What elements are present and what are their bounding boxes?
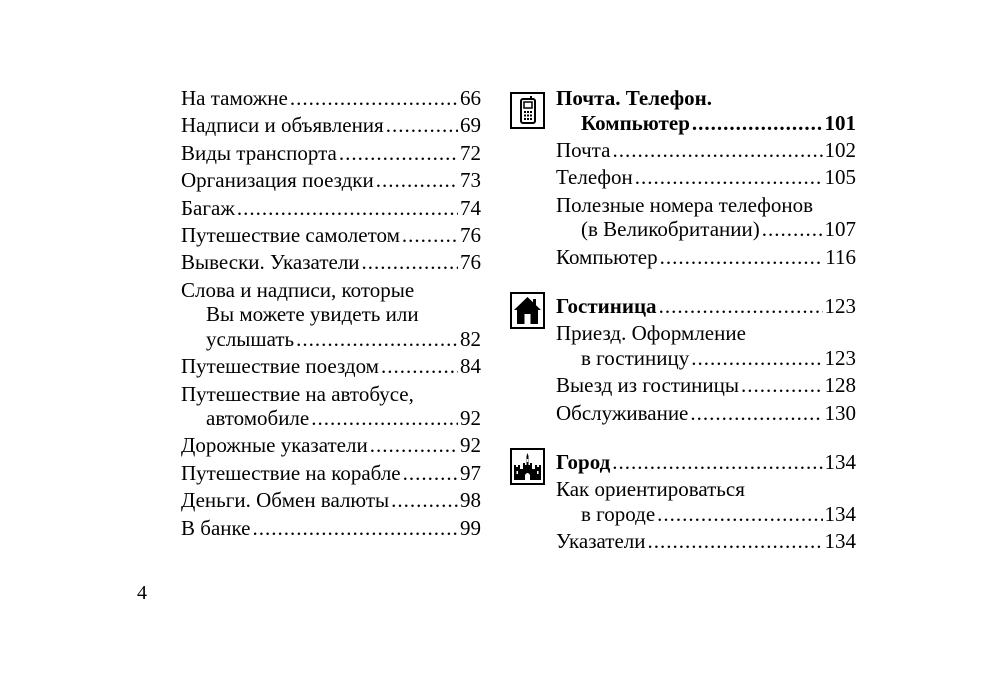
- toc-entry-page: 116: [825, 244, 856, 269]
- leader-dots: [376, 168, 458, 193]
- toc-entry[interactable]: [181, 461, 481, 486]
- toc-entry-title: Путешествие на корабле: [181, 460, 401, 485]
- page-number: 4: [137, 582, 147, 604]
- toc-entry-title: Виды транспорта: [181, 140, 337, 165]
- section-gap: [510, 428, 856, 450]
- leader-dots: [403, 461, 458, 486]
- toc-entry[interactable]: [556, 245, 856, 270]
- toc-entry-page: 76: [460, 222, 481, 247]
- toc-entry-page: 134: [824, 501, 856, 526]
- toc-entry-title: Телефон: [556, 165, 633, 190]
- section-page: 123: [824, 293, 856, 318]
- toc-entry-title: Организация поездки: [181, 168, 374, 193]
- section-gap: [510, 272, 856, 294]
- toc-entry-page: 107: [824, 217, 856, 242]
- leader-dots: [660, 245, 824, 270]
- leader-dots: [635, 165, 823, 190]
- toc-entry-page: 84: [460, 354, 481, 379]
- toc-entry[interactable]: [181, 354, 481, 379]
- toc-entry-page: 66: [460, 86, 481, 110]
- toc-section-city: [510, 450, 856, 554]
- toc-entry-title: Багаж: [181, 195, 235, 220]
- leader-dots: [381, 354, 458, 379]
- leader-dots: [648, 529, 823, 554]
- leader-dots: [391, 488, 458, 513]
- toc-entry[interactable]: [181, 250, 481, 275]
- section-title-entry[interactable]: [556, 111, 856, 136]
- toc-section-hotel: [510, 294, 856, 425]
- toc-entry-title: Обслуживание: [556, 400, 689, 425]
- toc-entry[interactable]: [556, 373, 856, 398]
- leader-dots: [362, 250, 458, 275]
- toc-entry-title: Надписи и объявления: [181, 113, 384, 138]
- toc-entry[interactable]: [181, 141, 481, 166]
- toc-entry-title: Дорожные указатели: [181, 433, 368, 458]
- toc-entry-title: в городе: [581, 501, 656, 526]
- toc-entry-page: 72: [460, 140, 481, 165]
- toc-entry-page: 69: [460, 113, 481, 138]
- leader-dots: [402, 223, 458, 248]
- toc-entry-title-line: Путешествие на автобусе,: [181, 381, 414, 406]
- toc-entry-title: автомобиле: [206, 406, 310, 431]
- leader-dots: [692, 111, 823, 136]
- toc-entry[interactable]: [181, 516, 481, 541]
- toc-entry-page: 105: [824, 165, 856, 190]
- toc-entry-page: 98: [460, 488, 481, 513]
- section-title-entry[interactable]: [556, 450, 856, 475]
- toc-entry[interactable]: [181, 488, 481, 513]
- toc-entry[interactable]: [181, 86, 481, 111]
- toc-entry-title: Указатели: [556, 529, 646, 554]
- toc-entry-page: 76: [460, 250, 481, 275]
- section-title: Город: [556, 450, 611, 475]
- toc-entry[interactable]: [556, 529, 856, 554]
- toc-entry-title: Путешествие самолетом: [181, 222, 400, 247]
- leader-dots: [762, 217, 823, 242]
- toc-entry-title-line: Полезные номера телефонов: [556, 192, 813, 217]
- leader-dots: [741, 373, 822, 398]
- leader-dots: [657, 502, 822, 527]
- toc-entry-title: Компьютер: [556, 244, 658, 269]
- toc-entry-title: Деньги. Обмен валюты: [181, 488, 390, 513]
- toc-entry[interactable]: [556, 401, 856, 426]
- toc-entry-title-line: Вы можете увидеть или: [206, 302, 419, 327]
- toc-entry-page: 130: [824, 400, 856, 425]
- toc-entry-title-line: Приезд. Оформление: [556, 321, 746, 346]
- toc-left-column: [181, 86, 481, 543]
- leader-dots: [659, 294, 823, 319]
- toc-entry-title: Вывески. Указатели: [181, 250, 360, 275]
- toc-entry-page: 74: [460, 195, 481, 220]
- toc-entry-page: 99: [460, 515, 481, 540]
- toc-entry: [556, 346, 856, 371]
- toc-entry-title: Почта: [556, 137, 611, 162]
- section-title-line: Почта. Телефон.: [556, 86, 712, 110]
- toc-entry-title: На таможне: [181, 86, 288, 110]
- toc-entry-title-line: Слова и надписи, которые: [181, 277, 415, 302]
- section-title: Компьютер: [581, 110, 690, 135]
- toc-right-column: [510, 86, 856, 557]
- toc-section-post-phone-computer: [510, 86, 856, 269]
- leader-dots: [370, 433, 458, 458]
- toc-entry-page: 102: [824, 137, 856, 162]
- house-icon: [510, 292, 545, 329]
- leader-dots: [690, 401, 822, 426]
- toc-entry-title: В банке: [181, 515, 251, 540]
- toc-entry: [181, 406, 481, 431]
- toc-entry-title: Выезд из гостиницы: [556, 373, 740, 398]
- leader-dots: [612, 138, 822, 163]
- section-page: 101: [824, 110, 856, 135]
- toc-entry-page: 82: [460, 326, 481, 351]
- leader-dots: [253, 516, 458, 541]
- toc-entry-page: 97: [460, 460, 481, 485]
- toc-entry-title: (в Великобритании): [581, 217, 760, 242]
- toc-entry[interactable]: [556, 165, 856, 190]
- leader-dots: [691, 346, 822, 371]
- toc-entry-page: 128: [824, 373, 856, 398]
- leader-dots: [237, 196, 458, 221]
- toc-entry-group[interactable]: [181, 382, 481, 431]
- toc-entry-title: услышать: [206, 326, 295, 351]
- toc-entry-page: 134: [824, 529, 856, 554]
- leader-dots: [386, 113, 458, 138]
- toc-entry-page: 73: [460, 168, 481, 193]
- toc-entry-group[interactable]: [556, 477, 856, 526]
- leader-dots: [339, 141, 458, 166]
- toc-entry[interactable]: [181, 196, 481, 221]
- toc-entry-title: в гостиницу: [581, 345, 690, 370]
- section-title: Гостиница: [556, 293, 657, 318]
- toc-entry[interactable]: [556, 138, 856, 163]
- leader-dots: [612, 450, 822, 475]
- toc-entry[interactable]: [181, 113, 481, 138]
- castle-icon: [510, 448, 545, 485]
- leader-dots: [311, 406, 458, 431]
- toc-entry-page: 92: [460, 406, 481, 431]
- toc-entry-group[interactable]: [556, 321, 856, 370]
- leader-dots: [290, 86, 458, 111]
- toc-entry[interactable]: [181, 168, 481, 193]
- toc-entry-group[interactable]: [556, 193, 856, 242]
- toc-entry: [556, 217, 856, 242]
- toc-entry-title-line: Как ориентироваться: [556, 477, 745, 502]
- toc-entry-title: Путешествие поездом: [181, 354, 379, 379]
- leader-dots: [296, 327, 458, 352]
- toc-entry-page: 92: [460, 433, 481, 458]
- toc-entry-page: 123: [824, 345, 856, 370]
- mobile-phone-icon: [510, 92, 545, 129]
- toc-entry: [556, 502, 856, 527]
- toc-entry: [181, 327, 481, 352]
- toc-entry-group[interactable]: [181, 278, 481, 352]
- toc-entry[interactable]: [181, 223, 481, 248]
- section-page: 134: [824, 450, 856, 475]
- section-title-entry[interactable]: [556, 294, 856, 319]
- toc-entry[interactable]: [181, 433, 481, 458]
